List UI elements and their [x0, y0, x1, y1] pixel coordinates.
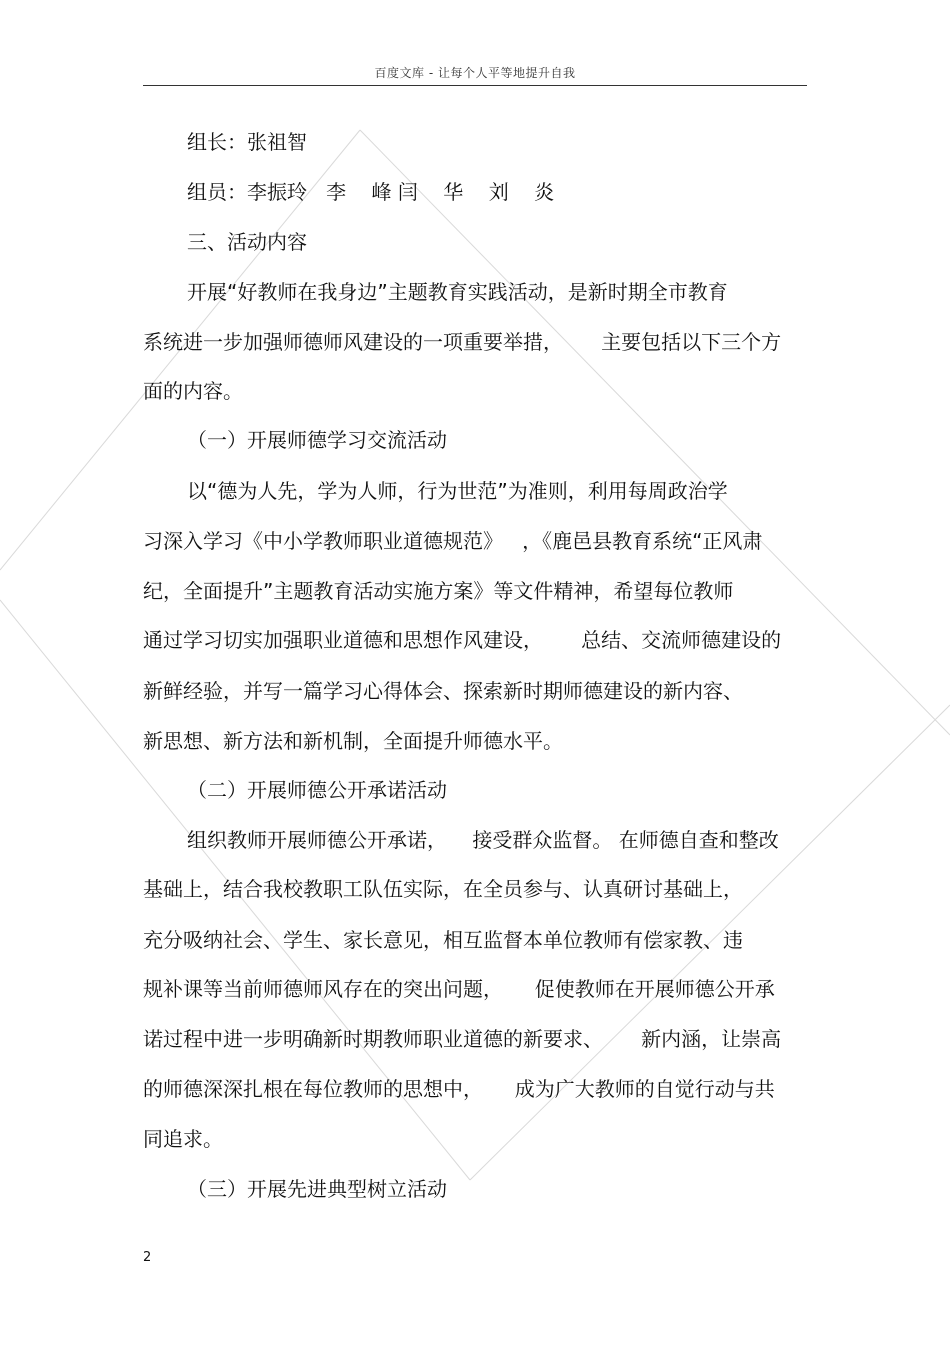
page-header: 百度文库 - 让每个人平等地提升自我 [374, 66, 576, 80]
paragraph-line: 系统进一步加强师德师风建设的一项重要举措， 主要包括以下三个方 [143, 330, 782, 354]
paragraph-line: 纪，全面提升”主题教育活动实施方案》等文件精神，希望每位教师 [143, 579, 734, 603]
subheading-model-example: （三）开展先进典型树立活动 [187, 1177, 447, 1201]
paragraph-line: 面的内容。 [143, 379, 243, 403]
paragraph-line: 通过学习切实加强职业道德和思想作风建设， 总结、交流师德建设的 [143, 628, 782, 652]
paragraph-line: 基础上，结合我校教职工队伍实际，在全员参与、认真研讨基础上， [143, 877, 743, 901]
paragraph-line: 新思想、新方法和新机制，全面提升师德水平。 [143, 729, 563, 753]
paragraph-line: 习深入学习《中小学教师职业道德规范》 ，《鹿邑县教育系统“正风肃 [143, 529, 763, 553]
paragraph-line: 以“德为人先，学为人师，行为世范”为准则，利用每周政治学 [187, 479, 728, 503]
subheading-study-exchange: （一）开展师德学习交流活动 [187, 428, 447, 452]
paragraph-line: 同追求。 [143, 1127, 223, 1151]
subheading-public-commitment: （二）开展师德公开承诺活动 [187, 778, 447, 802]
paragraph-line: 组织教师开展师德公开承诺， 接受群众监督。 在师德自查和整改 [187, 828, 779, 852]
paragraph-line: 开展“好教师在我身边”主题教育实践活动，是新时期全市教育 [187, 280, 728, 304]
members-line: 组员：李振玲 李 峰 闫 华 刘 炎 [187, 180, 555, 204]
paragraph-line: 规补课等当前师德师风存在的突出问题， 促使教师在开展师德公开承 [143, 977, 775, 1001]
paragraph-line: 充分吸纳社会、学生、家长意见，相互监督本单位教师有偿家教、违 [143, 928, 743, 952]
page-number: 2 [143, 1250, 152, 1265]
leader-line: 组长：张祖智 [187, 130, 307, 154]
paragraph-line: 诺过程中进一步明确新时期教师职业道德的新要求、 新内涵，让崇高 [143, 1027, 782, 1051]
paragraph-line: 新鲜经验，并写一篇学习心得体会、探索新时期师德建设的新内容、 [143, 679, 743, 703]
section-heading-activity-content: 三、活动内容 [187, 230, 307, 254]
paragraph-line: 的师德深深扎根在每位教师的思想中， 成为广大教师的自觉行动与共 [143, 1077, 775, 1101]
header-divider [143, 85, 807, 86]
